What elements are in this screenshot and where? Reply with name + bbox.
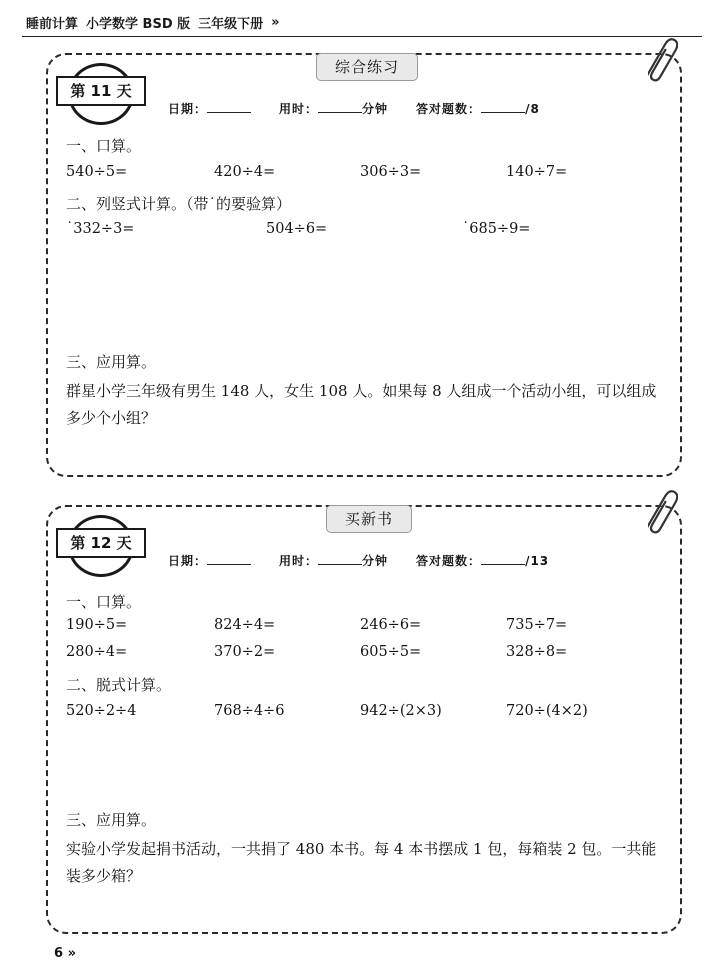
problem: 306÷3= <box>360 164 422 180</box>
problem: ˙685÷9= <box>462 221 531 237</box>
time-blank[interactable] <box>318 100 362 113</box>
day11-badge-label: 第 11 天 <box>56 76 146 106</box>
problem: 190÷5= <box>66 617 128 633</box>
problem: ˙332÷3= <box>66 221 135 237</box>
book-title: 睡前计算 <box>26 16 79 32</box>
problem: 328÷8= <box>506 644 568 660</box>
day11-word-problem: 群星小学三年级有男生 148 人，女生 108 人。如果每 8 人组成一个活动小组，可以组成多少个小组？ <box>66 382 657 427</box>
day11-date: 日期： <box>168 100 251 117</box>
book-subtitle: 小学数学 BSD 版 <box>86 16 191 32</box>
problem: 540÷5= <box>66 164 128 180</box>
footer-arrow-icon: » <box>67 946 76 961</box>
day11-section2-title: 二、列竖式计算。（带˙的要验算） <box>66 195 292 213</box>
page-footer <box>54 946 76 961</box>
problem: 768÷4÷6 <box>214 703 285 719</box>
day12-badge <box>56 519 148 567</box>
day11-badge <box>56 67 148 115</box>
problem: 824÷4= <box>214 617 276 633</box>
day11-section1-title: 一、口算。 <box>66 137 142 155</box>
day12-word-problem: 实验小学发起捐书活动，一共捐了 480 本书。每 4 本书摆成 1 包，每箱装 2 包。一共能装多少箱？ <box>66 840 657 885</box>
day12-score: 答对题数： /13 <box>416 554 550 568</box>
page-header <box>26 8 700 36</box>
day12-oral-row-2 <box>66 644 670 666</box>
problem: 420÷4= <box>214 164 276 180</box>
day12-card <box>46 505 682 934</box>
day12-stepwise-row <box>66 703 670 725</box>
page-number: 6 <box>54 946 64 961</box>
day12-badge-label: 第 12 天 <box>56 528 146 558</box>
problem: 280÷4= <box>66 644 128 660</box>
day11-time: 用时： 分钟 <box>279 102 389 116</box>
problem: 605÷5= <box>360 644 422 660</box>
day11-oral-row <box>66 164 670 186</box>
score-blank[interactable] <box>481 552 525 565</box>
problem: 246÷6= <box>360 617 422 633</box>
day11-vertical-row <box>66 221 670 243</box>
header-arrow-icon: » <box>271 14 280 30</box>
header-divider <box>22 36 702 37</box>
book-grade: 三年级下册 <box>198 16 264 32</box>
day12-info-row <box>168 552 549 569</box>
problem: 942÷(2×3) <box>360 703 442 719</box>
problem: 504÷6= <box>266 221 328 237</box>
day12-section2-title: 二、脱式计算。 <box>66 676 172 694</box>
day12-date: 日期： <box>168 552 251 569</box>
day12-topic: 买新书 <box>326 505 412 533</box>
day12-section1-title: 一、口算。 <box>66 593 142 611</box>
paper-clip-icon <box>648 484 678 540</box>
problem: 520÷2÷4 <box>66 703 137 719</box>
date-blank[interactable] <box>207 552 251 565</box>
problem: 720÷(4×2) <box>506 703 588 719</box>
date-blank[interactable] <box>207 100 251 113</box>
day12-time: 用时： 分钟 <box>279 554 389 568</box>
day11-topic: 综合练习 <box>316 53 418 81</box>
day11-info-row <box>168 100 540 117</box>
paper-clip-icon <box>648 32 678 88</box>
day11-card <box>46 53 682 477</box>
time-blank[interactable] <box>318 552 362 565</box>
day11-section3-title: 三、应用算。 <box>66 353 157 371</box>
problem: 735÷7= <box>506 617 568 633</box>
score-blank[interactable] <box>481 100 525 113</box>
day11-score: 答对题数： /8 <box>416 102 540 116</box>
problem: 370÷2= <box>214 644 276 660</box>
day12-oral-row-1 <box>66 617 670 639</box>
day12-section3-title: 三、应用算。 <box>66 811 157 829</box>
problem: 140÷7= <box>506 164 568 180</box>
